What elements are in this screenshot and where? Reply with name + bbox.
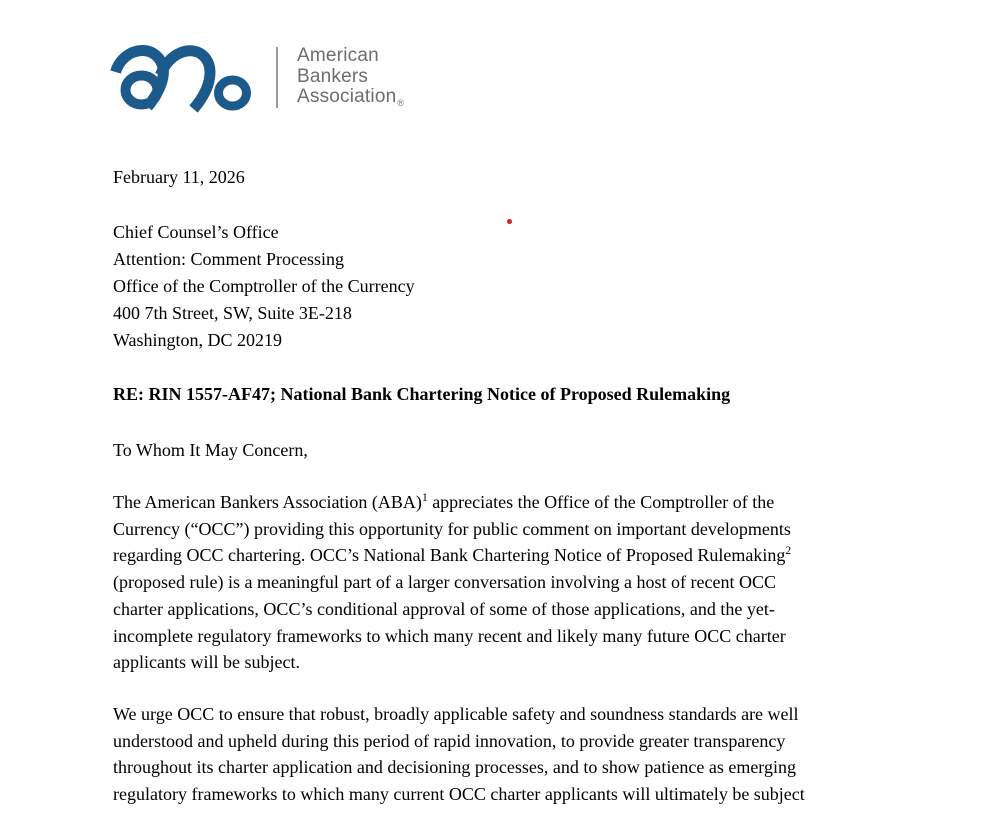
body-line: regarding OCC chartering. OCC’s National Bank Chartering Notice of Proposed Rulemaking$^2$ <box>113 545 792 566</box>
body-line: charter applications, OCC’s conditional approval of some of those applications, and the yet- <box>113 598 775 619</box>
body-line: Currency (“OCC”) providing this opportunity for public comment on important developments <box>113 518 791 539</box>
footnote-ref-2: 2 <box>785 545 792 558</box>
body-line: understood and upheld during this period of rapid innovation, to provide greater transparency <box>113 730 786 751</box>
logo-divider <box>276 47 278 108</box>
recipient-line: Chief Counsel’s Office <box>113 222 279 242</box>
body-line: incomplete regulatory frameworks to which many recent and likely many future OCC charter <box>113 625 786 646</box>
aba-logo-mark-icon <box>113 45 259 110</box>
paragraph-1 <box>113 489 1006 676</box>
logo-org-line: Association$_®$ <box>297 86 405 108</box>
paragraph-2 <box>113 701 1006 808</box>
body-line: regulatory frameworks to which many current OCC charter applicants will ultimately be subject <box>113 784 805 805</box>
registered-trademark-icon: ® <box>397 98 405 108</box>
body-line: applicants will be subject. <box>113 652 300 673</box>
recipient-line: Attention: Comment Processing <box>113 249 344 269</box>
body-line: (proposed rule) is a meaningful part of a larger conversation involving a host of recent OCC <box>113 572 776 593</box>
aba-logo <box>113 45 1006 110</box>
salutation: To Whom It May Concern, <box>113 440 308 460</box>
logo-org-line: American <box>297 45 379 66</box>
body-line: The American Bankers Association (ABA)$^1$ appreciates the Office of the Comptroller of the <box>113 492 775 512</box>
recipient-line: 400 7th Street, SW, Suite 3E-218 <box>113 303 352 323</box>
subject-line: RE: RIN 1557-AF47; National Bank Chartering Notice of Proposed Rulemaking <box>113 384 731 404</box>
logo-org-name <box>297 46 404 114</box>
recipient-address <box>113 219 1006 354</box>
footnote-ref-1: 1 <box>421 492 428 504</box>
body-line: We urge OCC to ensure that robust, broadly applicable safety and soundness standards are well <box>113 703 799 724</box>
annotation-dot <box>507 219 512 224</box>
body-line: throughout its charter application and decisioning processes, and to show patience as emerging <box>113 757 796 778</box>
letter-page <box>0 45 1006 832</box>
logo-org-line: Bankers <box>297 65 369 87</box>
letter-date: February 11, 2026 <box>113 167 245 187</box>
recipient-line: Washington, DC 20219 <box>113 330 283 350</box>
recipient-line: Office of the Comptroller of the Currency <box>113 276 415 296</box>
